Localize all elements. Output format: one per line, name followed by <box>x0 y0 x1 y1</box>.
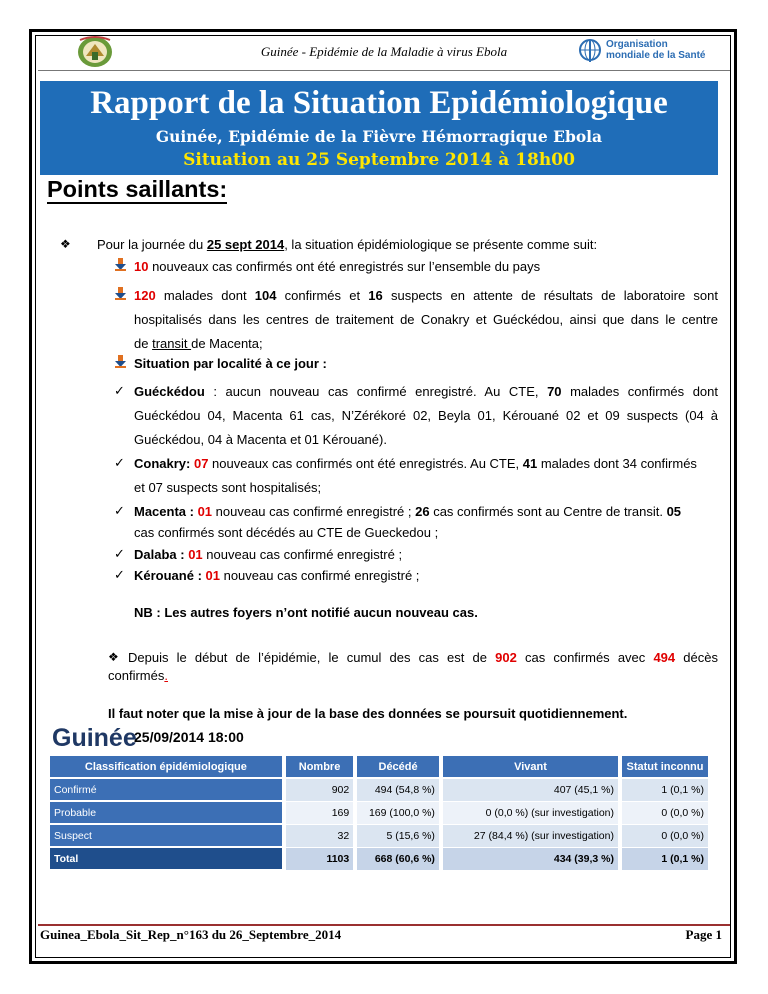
cumulative-line1: Depuis le début de l’épidémie, le cumul des cas est de 902 cas confirmés avec 494 décès <box>128 650 718 665</box>
table-cell: 668 (60,6 %) <box>357 848 443 871</box>
table-cell: 494 (54,8 %) <box>357 779 443 802</box>
footer-document-id: Guinea_Ebola_Sit_Rep_n°163 du 26_Septembre_2014 <box>40 927 342 942</box>
table-cell: 0 (0,0 %) <box>622 802 712 825</box>
table-row <box>50 802 712 825</box>
report-date: Situation au 25 Septembre 2014 à 18h00 <box>183 150 575 170</box>
running-title: Guinée - Epidémie de la Maladie à virus Ebola <box>260 44 508 59</box>
section-title: Points saillants: <box>47 176 228 202</box>
locality-gueckedou-line2: Guéckédou 04, Macenta 61 cas, N’Zérékoré 02, Beyla 01, Kérouané 02 et 09 suspects (04 à <box>134 408 718 423</box>
table-cell: 902 <box>286 779 357 802</box>
intro-line: Pour la journée du 25 sept 2014, la situation épidémiologique se présente comme suit: <box>97 237 598 252</box>
table-cell: 5 (15,6 %) <box>357 825 443 848</box>
table-cell: Total <box>50 848 286 871</box>
table-cell: 169 (100,0 %) <box>357 802 443 825</box>
locality-gueckedou-line3: Guéckédou, 04 à Macenta et 01 Kérouané). <box>134 432 387 447</box>
who-logo-line2: mondiale de la Santé <box>606 50 706 61</box>
who-emblem-icon <box>578 38 602 64</box>
nb-note: NB : Les autres foyers n’ont notifié aucun nouveau cas. <box>134 605 478 620</box>
checkmark-icon: ✓ <box>114 546 125 561</box>
column-header: Vivant <box>443 756 622 779</box>
down-arrow-icon <box>115 355 126 368</box>
table-datetime: 25/09/2014 18:00 <box>134 729 244 745</box>
table-cell: 169 <box>286 802 357 825</box>
report-title: Rapport de la Situation Epidémiologique <box>90 85 668 121</box>
column-header: Statut inconnu <box>622 756 712 779</box>
cumulative-line2: confirmés. <box>108 668 168 683</box>
footer-rule <box>38 924 730 926</box>
table-cell: 0 (0,0 %) <box>622 825 712 848</box>
checkmark-icon: ✓ <box>114 383 125 398</box>
table-row <box>50 825 712 848</box>
locality-macenta-line1: Macenta : 01 nouveau cas confirmé enregistré ; 26 cas confirmés sont au Centre de transit. 05 <box>134 504 682 519</box>
table-cell: 1 (0,1 %) <box>622 779 712 802</box>
table-cell: 32 <box>286 825 357 848</box>
table-cell: 1103 <box>286 848 357 871</box>
arrow-item-hospitalised-line3: de transit de Macenta; <box>134 336 263 351</box>
epidemiological-table <box>50 756 712 871</box>
checkmark-icon: ✓ <box>114 503 125 518</box>
table-cell: Probable <box>50 802 286 825</box>
who-logo-line1: Organisation <box>606 39 668 50</box>
locality-kerouane: Kérouané : 01 nouveau cas confirmé enregistré ; <box>134 568 420 583</box>
table-cell: 27 (84,4 %) (sur investigation) <box>443 825 622 848</box>
table-title: Guinée <box>52 724 137 752</box>
table-row <box>50 779 712 802</box>
table-total-row <box>50 848 712 871</box>
diamond-bullet-icon: ❖ <box>108 650 119 664</box>
table-cell: Confirmé <box>50 779 286 802</box>
table-cell: Suspect <box>50 825 286 848</box>
locality-conakry-line2: et 07 suspects sont hospitalisés; <box>134 480 322 495</box>
column-header: Nombre <box>286 756 357 779</box>
down-arrow-icon <box>115 287 126 300</box>
down-arrow-icon <box>115 258 126 271</box>
table-cell: 434 (39,3 %) <box>443 848 622 871</box>
database-note: Il faut noter que la mise à jour de la base des données se poursuit quotidiennement. <box>108 706 628 721</box>
column-header: Décédé <box>357 756 443 779</box>
report-subtitle: Guinée, Epidémie de la Fièvre Hémorragique Ebola <box>155 127 603 146</box>
table-cell: 407 (45,1 %) <box>443 779 622 802</box>
arrow-item-hospitalised-line2: hospitalisés dans les centres de traitement de Conakry et Guéckédou, ainsi que dans le centre <box>134 312 718 327</box>
who-logo <box>578 38 718 68</box>
locality-dalaba: Dalaba : 01 nouveau cas confirmé enregistré ; <box>134 547 403 562</box>
table-cell: 0 (0,0 %) (sur investigation) <box>443 802 622 825</box>
checkmark-icon: ✓ <box>114 567 125 582</box>
arrow-item-hospitalised-line1: 120 malades dont 104 confirmés et 16 suspects en attente de résultats de laboratoire sont <box>134 288 718 303</box>
title-banner <box>40 81 718 175</box>
column-header: Classification épidémiologique <box>50 756 286 779</box>
arrow-item-new-cases: 10 nouveaux cas confirmés ont été enregistrés sur l’ensemble du pays <box>134 259 541 274</box>
footer-page-number: Page 1 <box>685 927 722 942</box>
locality-macenta-line2: cas confirmés sont décédés au CTE de Gueckedou ; <box>134 525 439 540</box>
locality-conakry-line1: Conakry: 07 nouveaux cas confirmés ont été enregistrés. Au CTE, 41 malades dont 34 confirmés <box>134 456 697 471</box>
table-cell: 1 (0,1 %) <box>622 848 712 871</box>
checkmark-icon: ✓ <box>114 455 125 470</box>
arrow-item-localities: Situation par localité à ce jour : <box>134 356 327 371</box>
locality-gueckedou-line1: Guéckédou : aucun nouveau cas confirmé enregistré. Au CTE, 70 malades confirmés dont <box>134 384 719 399</box>
diamond-bullet-icon: ❖ <box>60 237 71 251</box>
header-rule <box>38 70 730 71</box>
table-header-row <box>50 756 712 779</box>
intro-date: 25 sept 2014 <box>206 237 285 252</box>
